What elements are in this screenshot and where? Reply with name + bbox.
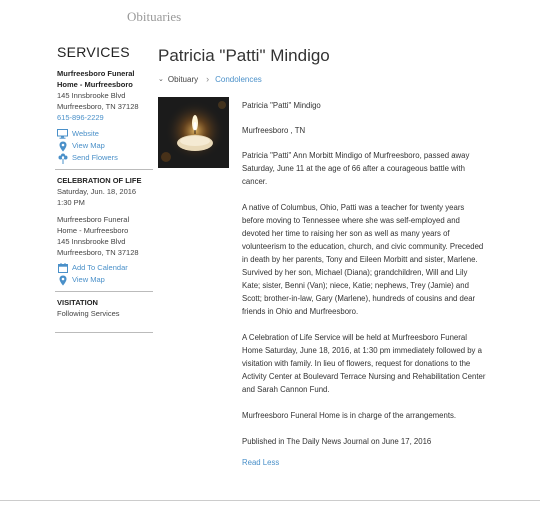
obituary-main [158, 46, 486, 467]
send-flowers-link[interactable] [57, 152, 151, 164]
candle-photo [158, 97, 229, 168]
obit-paragraph-2: A native of Columbus, Ohio, Patti was a teacher for twenty years before moving to Tennessee where she was self-employed and devoted her time to raising her son as well as many years of volunteerism to the education, church, and civic community. Preceded in death by her parents, Tony and Eileen Morbitt and sister, Marlene. Survived by her son, Michael (Diana); grandchildren, Will and Lily Kate; sister, Benni (Van); niece, Katie; nephews, Trey (Jamie) and Scott; brother-in-law, Gary (Marlene), hundreds of cousins and dear friends in Ohio and Murfreesboro. [242, 203, 484, 316]
celebration-location1: Murfreesboro Funeral Home - Murfreesboro [57, 215, 130, 235]
monitor-icon [57, 129, 68, 140]
tab-obituary[interactable] [158, 74, 198, 84]
tab-condolences[interactable] [215, 74, 262, 84]
view-map-label-2: View Map [72, 275, 105, 284]
calendar-icon [57, 263, 68, 274]
flower-icon [57, 153, 68, 164]
funeral-home-address2: Murfreesboro, TN 37128 [57, 102, 139, 111]
view-map-label: View Map [72, 141, 105, 150]
obit-paragraph-1: Patricia "Patti" Ann Morbitt Mindigo of Murfreesboro, passed away Saturday, June 11 at the age of 66 after a courageous battle with cancer. [242, 151, 470, 186]
map-pin-icon [57, 141, 68, 152]
read-less-link[interactable]: Read Less [242, 458, 280, 467]
services-title: SERVICES [57, 44, 130, 60]
website-link[interactable] [57, 128, 151, 140]
obit-paragraph-4: Murfreesboro Funeral Home is in charge of the arrangements. [242, 411, 457, 420]
page-title: Patricia "Patti" Mindigo [158, 46, 330, 65]
view-map-link-2[interactable] [57, 274, 151, 286]
obituary-tabs [158, 74, 262, 84]
website-label: Website [72, 129, 99, 138]
celebration-location3: Murfreesboro, TN 37128 [57, 248, 139, 257]
site-brand[interactable]: Obituaries [127, 9, 182, 24]
celebration-location2: 145 Innsbrooke Blvd [57, 237, 126, 246]
divider [55, 291, 153, 292]
add-to-calendar-link[interactable] [57, 262, 151, 274]
tab-separator: › [206, 74, 210, 84]
divider [55, 169, 153, 170]
funeral-home-address1: 145 Innsbrooke Blvd [57, 91, 126, 100]
divider [55, 332, 153, 333]
services-sidebar [57, 44, 151, 333]
funeral-home-name: Murfreesboro Funeral Home - Murfreesboro [57, 69, 135, 89]
visitation-text: Following Services [57, 309, 120, 318]
funeral-home-phone[interactable]: 615-896-2229 [57, 113, 104, 122]
obituary-text [242, 99, 486, 469]
send-flowers-label: Send Flowers [72, 153, 118, 162]
view-map-link[interactable] [57, 140, 151, 152]
tab-condolences-label: Condolences [215, 74, 262, 84]
add-to-calendar-label: Add To Calendar [72, 263, 128, 272]
visitation-title: VISITATION [57, 298, 98, 307]
celebration-date: Saturday, Jun. 18, 2016 [57, 187, 137, 196]
tab-obituary-label: Obituary [167, 74, 199, 84]
map-pin-icon [57, 275, 68, 286]
divider [0, 500, 540, 501]
obit-published: Published in The Daily News Journal on June 17, 2016 [242, 437, 432, 446]
celebration-time: 1:30 PM [57, 198, 85, 207]
chevron-down-icon: ⌄ [158, 76, 164, 83]
celebration-title: CELEBRATION OF LIFE [57, 176, 142, 185]
obit-paragraph-3: A Celebration of Life Service will be held at Murfreesboro Funeral Home Saturday, June 18, 2016, at 1:30 pm immediately followed by a visitation with family. In lieu of flowers, request for donations to the Activity Center at Boulevard Terrace Nursing and Rehabilitation Center and Sarah Cannon Fund. [242, 333, 486, 394]
obit-name: Patricia "Patti" Mindigo [242, 101, 321, 110]
obit-location: Murfreesboro , TN [242, 126, 306, 135]
